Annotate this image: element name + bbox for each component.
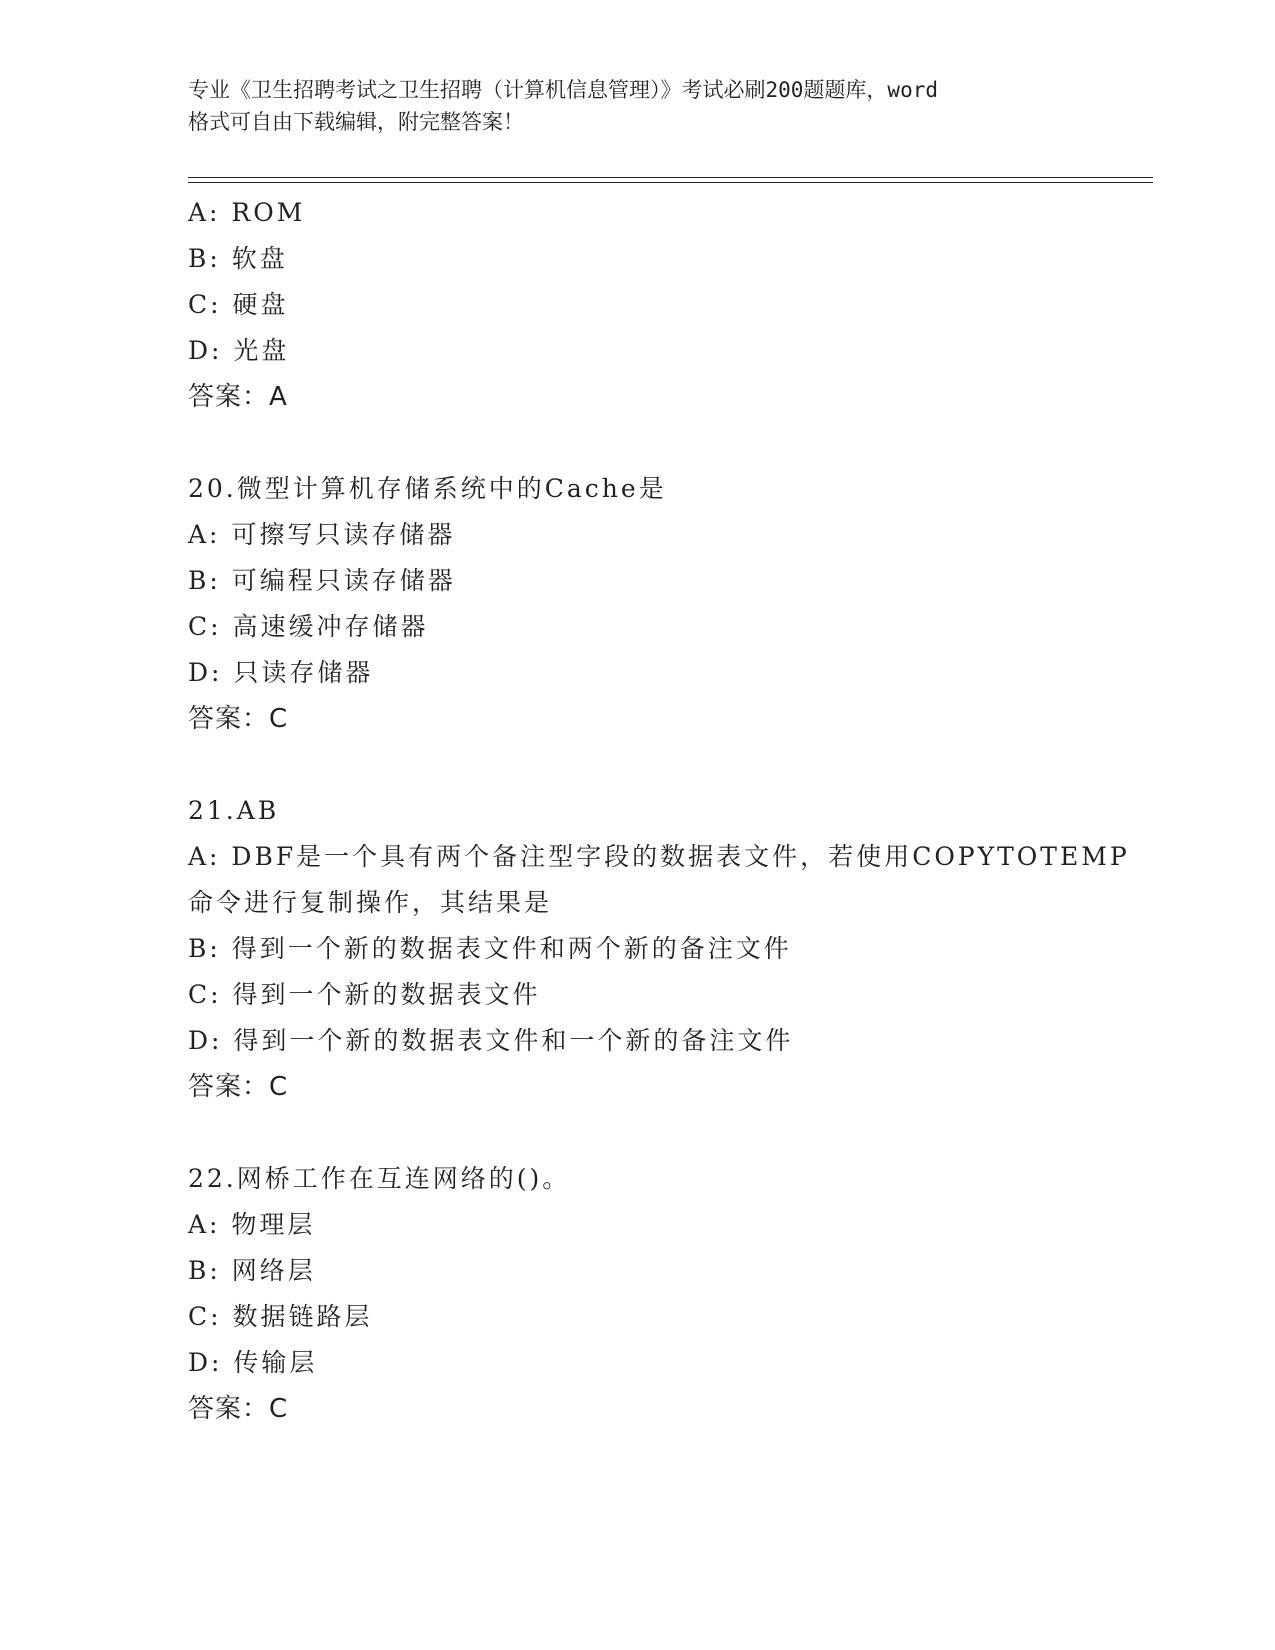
header-line-2: 格式可自由下载编辑，附完整答案！ [188, 110, 524, 134]
option-b: B: 网络层 [188, 1256, 316, 1285]
option-d: D: 传输层 [188, 1348, 318, 1377]
question-block [188, 1156, 1088, 1432]
option-d: D: 只读存储器 [188, 658, 374, 687]
question-text: 22.网桥工作在互连网络的()。 [188, 1164, 571, 1193]
question-block [188, 190, 1088, 420]
answer-line: 答案：C [188, 1394, 289, 1424]
option-a: A: 物理层 [188, 1210, 316, 1239]
answer-line: 答案：A [188, 382, 288, 412]
question-list [188, 190, 1130, 1432]
question-block [188, 788, 1130, 1110]
option-a-continuation: 命令进行复制操作，其结果是 [188, 888, 553, 917]
block-spacer [188, 1110, 1088, 1156]
document-header [188, 74, 1088, 138]
header-line-1: 专业《卫生招聘考试之卫生招聘（计算机信息管理）》考试必刷200题题库，word [188, 78, 938, 102]
option-c: C: 得到一个新的数据表文件 [188, 980, 541, 1009]
question-block [188, 466, 1088, 742]
option-c: C: 高速缓冲存储器 [188, 612, 429, 641]
option-d: D: 光盘 [188, 336, 290, 365]
option-b: B: 得到一个新的数据表文件和两个新的备注文件 [188, 934, 792, 963]
option-d: D: 得到一个新的数据表文件和一个新的备注文件 [188, 1026, 794, 1055]
header-divider-top [188, 177, 1153, 178]
option-b: B: 可编程只读存储器 [188, 566, 456, 595]
question-text: 21.AB [188, 796, 280, 825]
option-b: B: 软盘 [188, 244, 288, 273]
answer-line: 答案：C [188, 1072, 289, 1102]
header-divider-bottom [188, 182, 1153, 183]
option-c: C: 数据链路层 [188, 1302, 373, 1331]
option-a: A: DBF是一个具有两个备注型字段的数据表文件，若使用COPYTOTEMP [188, 842, 1130, 871]
option-a: A: ROM [188, 198, 306, 227]
block-spacer [188, 420, 1088, 466]
option-c: C: 硬盘 [188, 290, 289, 319]
question-text: 20.微型计算机存储系统中的Cache是 [188, 474, 667, 503]
option-a: A: 可擦写只读存储器 [188, 520, 456, 549]
block-spacer [188, 742, 1088, 788]
answer-line: 答案：C [188, 704, 289, 734]
